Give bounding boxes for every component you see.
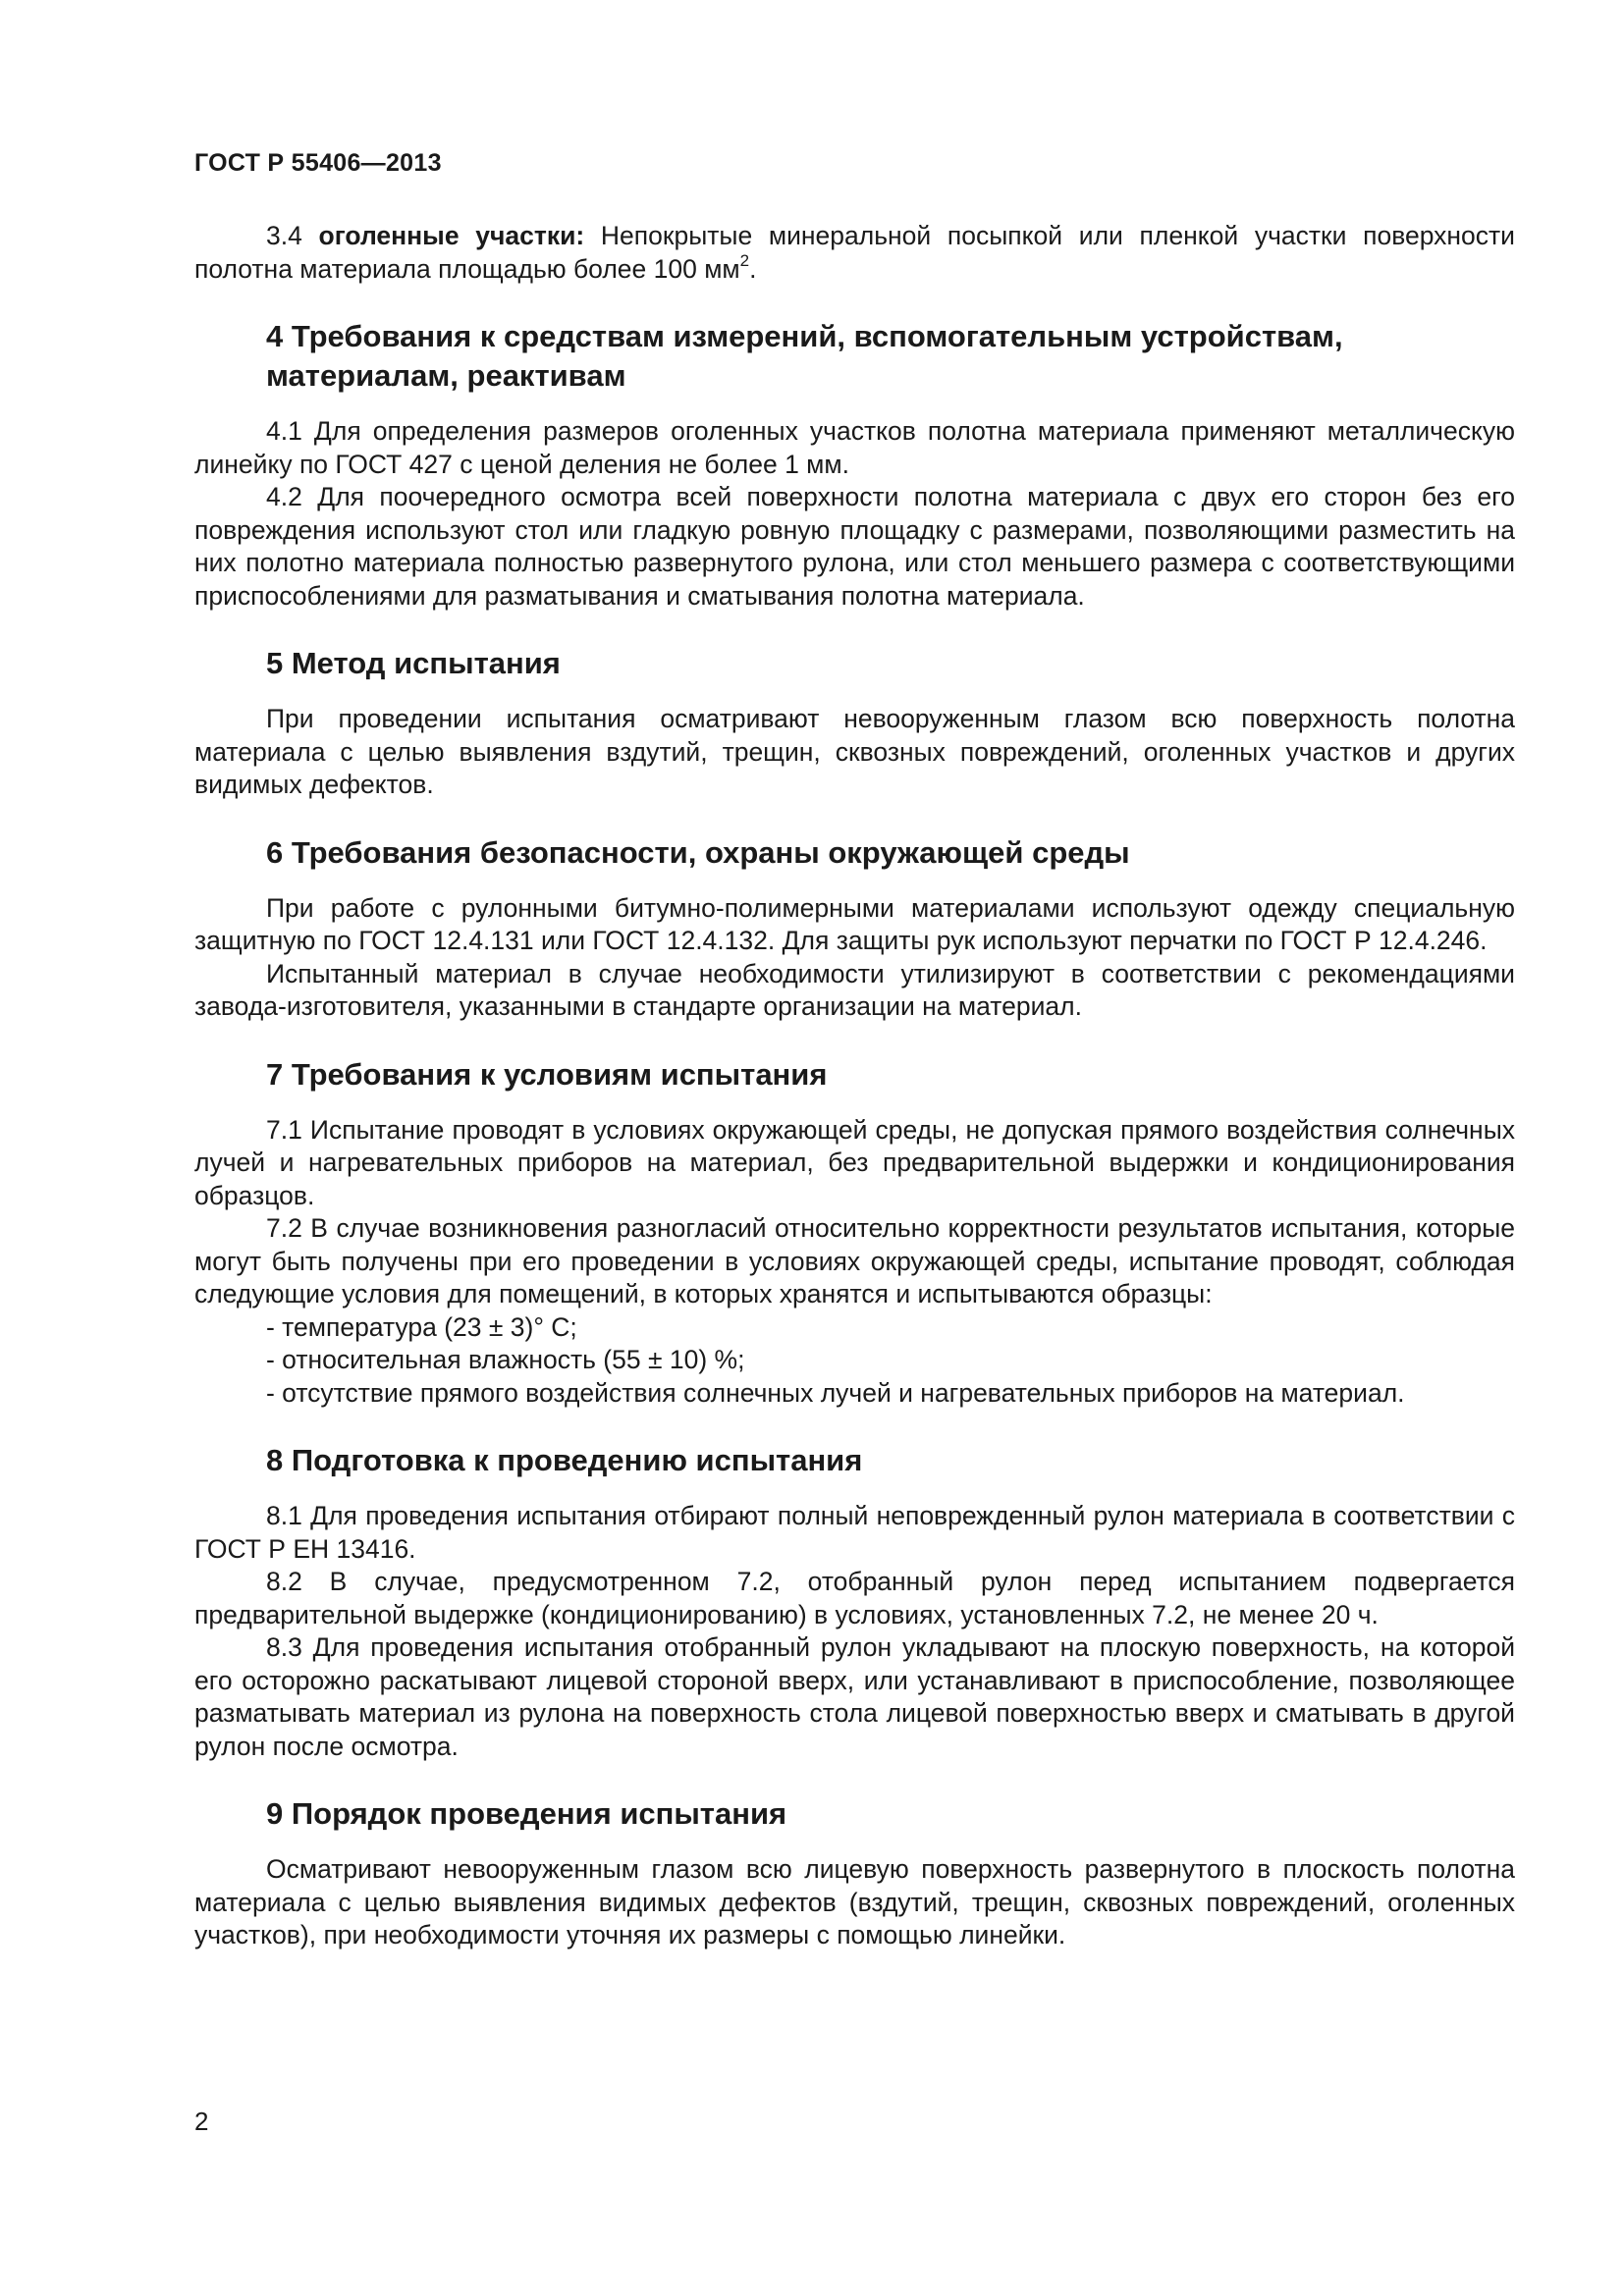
document-id-header: ГОСТ Р 55406—2013 <box>194 149 442 177</box>
section-9-heading: 9 Порядок проведения испытания <box>266 1796 787 1831</box>
paragraph-8-2: 8.2 В случае, предусмотренном 7.2, отобранный рулон перед испытанием подвергается предварительной выдержке (кондиционированию) в условиях, установленных 7.2, не менее 20 ч. <box>194 1567 1515 1629</box>
clause-number: 3.4 <box>266 221 302 250</box>
superscript: 2 <box>739 250 750 270</box>
paragraph-6-2: Испытанный материал в случае необходимости утилизируют в соответствии с рекомендациями завода-изготовителя, указанными в стандарте организации на материал. <box>194 958 1515 1021</box>
paragraph-4-1: 4.1 Для определения размеров оголенных участков полотна материала применяют металлическую линейку по ГОСТ 427 с ценой деления не более 1 мм. <box>194 416 1515 479</box>
section-6-heading: 6 Требования безопасности, охраны окружающей среды <box>266 834 1130 870</box>
paragraph-3-4: 3.4 оголенные участки: Непокрытые минеральной посыпкой или пленкой участки поверхности полотна материала площадью более 100 $мм^2$. <box>194 221 1515 284</box>
paragraph-8-1: 8.1 Для проведения испытания отбирают полный неповрежденный рулон материала в соответствии с ГОСТ Р ЕН 13416. <box>194 1501 1515 1564</box>
list-item-temperature: - температура (23 ± 3)° С; <box>266 1311 577 1342</box>
paragraph-6-1: При работе с рулонными битумно-полимерными материалами используют одежду специальную защитную по ГОСТ 12.4.131 или ГОСТ 12.4.132. Для защиты рук используют перчатки по ГОСТ Р 12.4.246. <box>194 892 1515 955</box>
section-8-heading: 8 Подготовка к проведению испытания <box>266 1443 863 1477</box>
section-7-heading: 7 Требования к условиям испытания <box>266 1056 828 1092</box>
paragraph-7-2: 7.2 В случае возникновения разногласий относительно корректности результатов испытания, которые могут быть получены при его проведении в условиях окружающей среды, испытание проводят, соблюдая следующие условия для помещений, в которых хранятся и испытываются образцы: <box>194 1213 1515 1308</box>
paragraph-4-2: 4.2 Для поочередного осмотра всей поверхности полотна материала с двух его сторон без его повреждения используют стол или гладкую ровную площадку с размерами, позволяющими разместить на них полотно материала полностью развернутого рулона, или стол меньшего размера с соответствующими приспособлениями для разматывания и сматывания полотна материала. <box>194 482 1515 611</box>
section-4-heading: 4 Требования к средствам измерений, вспомогательным устройствам, материалам, реактивам <box>266 319 1343 393</box>
term-definition: Непокрытые минеральной посыпкой или пленкой участки поверхности полотна материала площадью более 100 мм <box>194 221 1515 284</box>
paragraph-7-1: 7.1 Испытание проводят в условиях окружающей среды, не допуская прямого воздействия солнечных лучей и нагревательных приборов на материал, без предварительной выдержки и кондиционирования образцов. <box>194 1114 1515 1210</box>
page-content <box>194 220 1515 1952</box>
paragraph-9: Осматривают невооруженным глазом всю лицевую поверхность развернутого в плоскость полотна материала с целью выявления видимых дефектов (вздутий, трещин, сквозных повреждений, оголенных участков), при необходимости уточняя их размеры с помощью линейки. <box>194 1854 1515 1949</box>
paragraph-8-3: 8.3 Для проведения испытания отобранный рулон укладывают на плоскую поверхность, на которой его осторожно раскатывают лицевой стороной вверх, или устанавливают в приспособление, позволяющее разматывать материал из рулона на поверхность стола лицевой поверхностью вверх и сматывать в другой рулон после осмотра. <box>194 1632 1515 1761</box>
section-5-heading: 5 Метод испытания <box>266 646 561 680</box>
page-number: 2 <box>194 2107 209 2136</box>
list-item-humidity: - относительная влажность (55 ± 10) %; <box>266 1345 745 1374</box>
term-label: оголенные участки: <box>318 221 585 250</box>
list-item-no-sunlight: - отсутствие прямого воздействия солнечных лучей и нагревательных приборов на материал. <box>266 1377 1405 1408</box>
paragraph-5: При проведении испытания осматривают невооруженным глазом всю поверхность полотна материала с целью выявления вздутий, трещин, сквозных повреждений, оголенных участков и других видимых дефектов. <box>194 704 1515 799</box>
